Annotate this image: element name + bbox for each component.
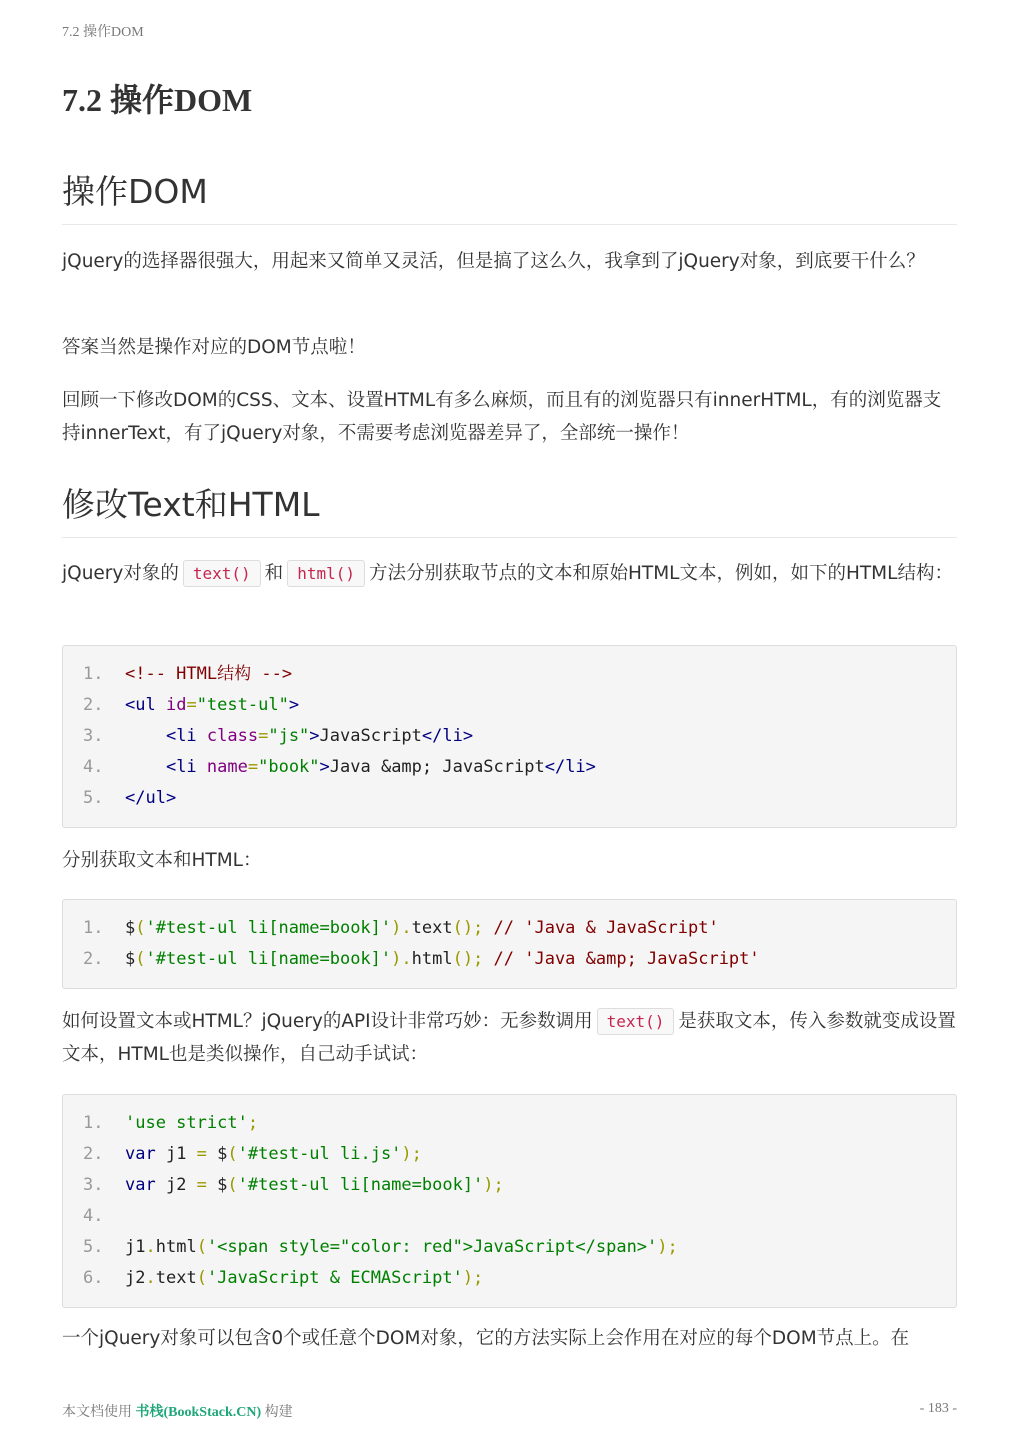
code-token: $ [125,949,136,969]
code-token: text [155,1268,197,1288]
paragraph-review: 回顾一下修改DOM的CSS、文本、设置HTML有多么麻烦，而且有的浏览器只有innerHTML，有的浏览器支持innerText，有了jQuery对象，不需要考虑浏览器差异了，全部统一操作！ [62,390,942,444]
code-token [125,757,166,777]
footer-prefix: 本文档使用 [62,1405,132,1420]
footer-suffix: 构建 [264,1405,293,1420]
paragraph-get-text-html: 分别获取文本和HTML： [62,850,262,871]
code-token: JavaScript [319,726,422,746]
code-content [125,1232,678,1263]
code-token: (); [452,918,494,938]
chapter-title: 7.2 操作DOM [62,82,253,118]
code-token: name [206,757,248,777]
code-token [125,726,166,746]
code-token: 'use strict' [125,1113,248,1133]
code-token: ). [391,949,412,969]
code-content [125,944,760,975]
line-number: 2. [83,949,104,969]
code-token: '#test-ul li.js' [237,1144,402,1164]
code-token: . [145,1237,156,1257]
code-token: html [155,1237,197,1257]
code-token: (); [452,949,494,969]
code-token: "test-ul" [196,695,289,715]
code-token: 'JavaScript & ECMAScript' [206,1268,463,1288]
code-token: </li> [421,726,474,746]
code-line [63,1263,956,1294]
line-number: 2. [83,1144,104,1164]
code-token: var [125,1175,156,1195]
page-footer [62,1401,957,1421]
code-content [125,1170,504,1201]
text-fragment: 方法分别获取节点的文本和原始HTML文本，例如，如下的HTML结构： [368,563,953,584]
inline-code-text: text() [597,1008,675,1035]
code-line [63,690,956,721]
code-token: j1 [155,1144,197,1164]
code-content [125,1139,422,1170]
code-content [125,659,292,690]
inline-code-text: text() [183,560,261,587]
code-content [125,690,299,721]
code-token: j1 [125,1237,146,1257]
code-token: <!-- HTML结构 --> [125,664,293,684]
code-token: = [196,1144,218,1164]
page-number: - 183 - [919,1401,957,1416]
code-token: <ul [125,695,166,715]
code-token: j2 [155,1175,197,1195]
code-token: var [125,1144,156,1164]
code-line [63,913,956,944]
code-content [125,1108,258,1139]
line-number: 3. [83,726,104,746]
code-token: = [186,695,197,715]
code-token: $ [217,1144,228,1164]
code-line [63,1201,956,1232]
code-content [125,1263,483,1294]
text-fragment: 是获取文本，传入参数就变成设置文本，HTML也是类似操作，自己动手试试： [62,1011,956,1065]
paragraph-intro: jQuery的选择器很强大，用起来又简单又灵活，但是搞了这么久，我拿到了jQuery对象，到底要干什么？ [62,251,925,272]
code-token: ). [391,918,412,938]
code-token: ); [401,1144,422,1164]
code-token: ); [462,1268,484,1288]
text-fragment: jQuery对象的 [62,563,179,584]
code-line [63,752,956,783]
code-token: id [165,695,187,715]
line-number: 4. [83,757,104,777]
code-token: <li [165,726,207,746]
code-token: </ul> [125,788,177,808]
code-token: '#test-ul li[name=book]' [145,949,392,969]
code-token: ( [227,1175,238,1195]
code-content [125,913,719,944]
code-token: > [309,726,320,746]
code-token: $ [217,1175,228,1195]
code-token: // 'Java &amp; JavaScript' [493,949,760,969]
code-token: ( [196,1237,207,1257]
section-heading-dom: 操作DOM [62,170,957,225]
line-number: 1. [83,1113,104,1133]
code-token: = [258,726,269,746]
line-number: 6. [83,1268,104,1288]
line-number: 1. [83,918,104,938]
code-token: html [411,949,453,969]
code-token: ( [196,1268,207,1288]
code-line [63,1170,956,1201]
code-line [63,1139,956,1170]
paragraph-text-html-methods [62,557,957,590]
code-token: <li [165,757,207,777]
code-line [63,944,956,975]
line-number: 1. [83,664,104,684]
code-line [63,783,956,814]
inline-code-html: html() [287,560,365,587]
code-line [63,659,956,690]
code-token: > [288,695,300,715]
line-number: 2. [83,695,104,715]
code-line [63,1232,956,1263]
code-token: $ [125,918,136,938]
line-number: 5. [83,1237,104,1257]
code-block-set-text-html [62,1094,957,1308]
text-fragment: 和 [264,563,284,584]
code-token: Java &amp; JavaScript [329,757,545,777]
code-token: ; [247,1113,259,1133]
code-token: = [247,757,259,777]
code-token: "book" [258,757,320,777]
code-token: "js" [268,726,310,746]
running-header: 7.2 操作DOM [62,25,144,40]
code-token: </li> [544,757,596,777]
code-token: '<span style="color: red">JavaScript</span>' [206,1237,658,1257]
code-line [63,721,956,752]
code-content [125,721,473,752]
code-token: . [145,1268,156,1288]
line-number: 3. [83,1175,104,1195]
paragraph-answer: 答案当然是操作对应的DOM节点啦！ [62,337,366,358]
text-fragment: 如何设置文本或HTML？jQuery的API设计非常巧妙：无参数调用 [62,1011,593,1032]
bookstack-link[interactable]: 书栈(BookStack.CN) [135,1405,262,1420]
section-heading-text-html: 修改Text和HTML [62,483,957,538]
code-token: text [411,918,453,938]
code-token: > [319,757,330,777]
paragraph-multiple-dom: 一个jQuery对象可以包含0个或任意个DOM对象，它的方法实际上会作用在对应的每个DOM节点上。在 [62,1328,910,1349]
code-token: = [196,1175,218,1195]
code-token: // 'Java & JavaScript' [493,918,719,938]
paragraph-set-text-html [62,1005,957,1071]
code-block-html-structure [62,645,957,828]
line-number: 5. [83,788,104,808]
code-token: class [206,726,259,746]
code-token: '#test-ul li[name=book]' [237,1175,484,1195]
code-token: '#test-ul li[name=book]' [145,918,392,938]
code-content [125,783,176,814]
code-token: j2 [125,1268,146,1288]
code-token: ); [483,1175,504,1195]
code-line [63,1108,956,1139]
code-token: ( [135,918,146,938]
code-token: ); [657,1237,678,1257]
line-number: 4. [83,1206,104,1226]
code-token: ( [227,1144,238,1164]
code-content [125,752,596,783]
code-token: ( [135,949,146,969]
code-block-get-text-html [62,899,957,989]
